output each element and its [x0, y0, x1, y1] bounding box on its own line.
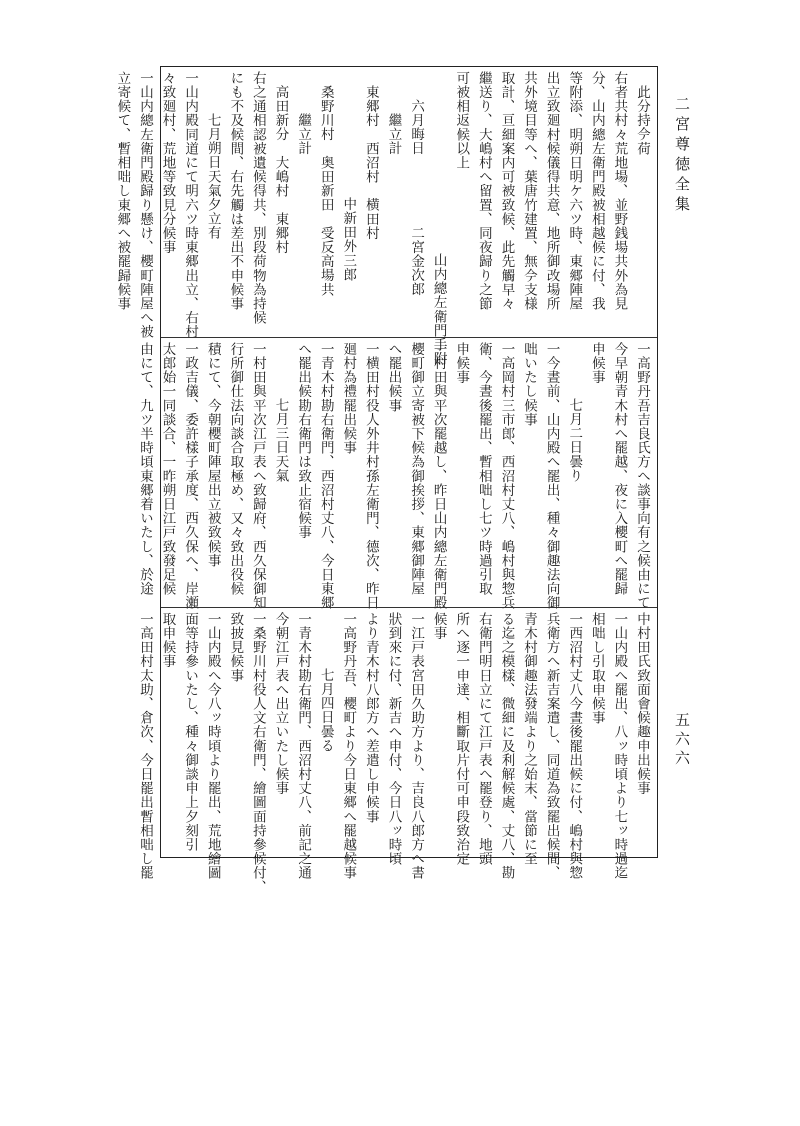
text-column: 一山内總左衛門殿歸り懸け、櫻町陣屋へ被: [136, 71, 153, 339]
text-column: 致披見候事: [227, 612, 244, 683]
text-column: 東郷村 西沼村 横田村: [362, 85, 379, 241]
text-column: 一西沼村丈八今晝後罷出候に付、嶋村與惣: [566, 612, 583, 880]
text-column: 一政吉儀、委許樣子承度、西久保へ、岸瀬: [182, 342, 199, 610]
text-column: 一高田村太助、倉次、今日罷出暫相咄し罷: [136, 612, 153, 880]
tier-top: [114, 67, 657, 366]
text-column: 一村田與平次江戸表へ致歸府、西久保御知: [249, 342, 266, 610]
text-column: 高田新分 大嶋村 東郷村: [272, 85, 289, 255]
text-column: 兵衛方へ新吉案遣し、同道為致罷出候間、: [543, 612, 560, 880]
text-column: 一高岡村三市郎、西沼村丈八、嶋村與惣兵: [498, 342, 515, 610]
text-column: 一青木村勘右衛門、西沼村丈八、前記之通: [295, 612, 312, 880]
text-column: 七月三日天氣: [272, 398, 289, 483]
text-column: 繼立計: [385, 113, 402, 156]
text-column: へ罷出候事: [385, 342, 402, 413]
text-column: 衛、今晝後罷出、暫相咄し七ツ時過引取: [475, 342, 492, 596]
running-title: 二宮尊徳全集: [673, 96, 691, 216]
text-column: 共外境目等へ、葉唐竹建置、無𫝆支様: [521, 71, 538, 311]
text-column: 取申候事: [159, 612, 176, 669]
text-column: 太郎始一同談合、一昨朔日江戸致發足候: [159, 342, 176, 596]
text-column: 一村田與平次罷越し、昨日山内總左衛門殿: [430, 342, 447, 610]
text-column: 取計、亘細案内可被致候、此先觸早々: [498, 71, 515, 311]
text-column: 申候事: [588, 342, 605, 385]
text-column: 櫻町御立寄被下候為御挨拶、東郷御陣屋: [408, 342, 425, 596]
text-column: 中村田氏致面會候趣申出候事: [634, 612, 650, 796]
text-column: 繼立計: [295, 113, 312, 156]
text-column: 一桑野川村役人文右衛門、繪圖面持參候付、: [249, 612, 266, 894]
text-column: 等附添、明朔日明ケ六ツ時、東郷陣屋: [566, 71, 583, 311]
text-column: 廻村為禮罷出候事: [340, 342, 357, 455]
text-column: 分、山内總左衛門殿被相越候に付、我: [588, 71, 605, 311]
text-column: 一山内殿へ罷出、八ッ時頃より七ッ時過迄: [611, 612, 628, 880]
text-column: 候事: [430, 612, 447, 641]
text-column: 繼送り、大嶋村へ留置、同夜歸り之節: [475, 71, 492, 311]
text-column: 七月四日曇る: [317, 668, 334, 753]
text-column: 相咄し引取申候事: [588, 612, 605, 725]
text-column: 咄いたし候事: [521, 342, 538, 427]
text-column: 一江戸表宮田久助方より、吉良八郎方へ書: [408, 612, 425, 880]
text-column: 桑野川村 奥田新田 受反高場共: [317, 85, 334, 297]
text-column: 青木村御趣法發端より之始末、當節に至: [521, 612, 538, 866]
text-column: にも不及候間、右先觸は差出不申候事: [227, 71, 244, 311]
text-column: より青木村八郎方へ差遣し申候事: [362, 612, 379, 824]
tier-bottom: [136, 607, 657, 894]
text-column: 山内總左衛門手附: [430, 253, 447, 366]
tier-middle: [136, 337, 657, 610]
text-column: 今早朝青木村へ罷越、夜に入櫻町へ罷歸: [611, 342, 628, 596]
page-number: 五六六: [673, 712, 691, 769]
text-column: 一今晝前、山内殿へ罷出、種々御趣法向御: [543, 342, 560, 610]
text-column: 一横田村役人外井村孫左衛門、德次、昨日: [362, 342, 379, 610]
text-column: へ罷出候勘右衛門は致止宿候事: [295, 342, 312, 540]
text-column: 狀到來に付、新吉へ申付、今日八ッ時頃: [385, 612, 402, 866]
text-column: 右者共村々荒地場、並野銭場共外為見: [611, 71, 628, 311]
text-column: 一山内殿へ今八ッ時頃より罷出、荒地繪圖: [204, 612, 221, 880]
text-column: 右衛門明日立にて江戸表へ罷登り、地頭: [475, 612, 492, 866]
text-column: 一山内殿同道にて明六ツ時東郷出立、右村: [182, 71, 199, 339]
text-column: 申候事: [453, 342, 470, 385]
text-column: 一青木村勘右衛門、西沼村丈八、今日東郷: [317, 342, 334, 610]
text-column: 右之通相認被遺候得共、別段荷物為持候: [249, 71, 266, 325]
text-column: 七月二日曇り: [566, 398, 583, 483]
text-column: 所へ逐一申達、相斷取片付可申段致治定: [453, 612, 470, 866]
text-column: 今朝江戸表へ出立いたし候事: [272, 612, 289, 796]
text-frame: [114, 66, 658, 894]
text-column: 積にて、今朝櫻町陣屋出立被致候事: [204, 342, 221, 568]
text-column: 中新田外三郎: [340, 197, 357, 282]
text-column: る迄之模樣、微細に及利解候處、丈八、勘: [498, 612, 515, 880]
text-column: 出立致廻村候儀得共意、地所御改場所: [543, 71, 560, 311]
text-column: 一高野丹吾、櫻町より今日東郷へ罷越候事: [340, 612, 357, 880]
text-column: 由にて、九ツ半時頃東郷着いたし、於途: [136, 342, 153, 596]
text-column: 此分持𫝆荷: [634, 85, 650, 156]
text-column: 可被相返候以上: [453, 71, 470, 170]
text-column: 々致廻村、荒地等致見分候事: [159, 71, 176, 255]
text-column: 立寄候て、暫相咄し東郷へ被罷歸候事: [114, 71, 131, 311]
text-column: 七月朔日天氣夕立有: [204, 113, 221, 240]
text-column: 六月晦日 二宮金次郎: [408, 99, 425, 297]
text-column: 行所御仕法向談合取極め、又々致出役候: [227, 342, 244, 596]
text-column: 一高野丹吾吉良氏方へ談事向有之候由にて: [634, 342, 650, 610]
text-column: 面等持參いたし、種々御談申上夕刻引: [182, 612, 199, 852]
